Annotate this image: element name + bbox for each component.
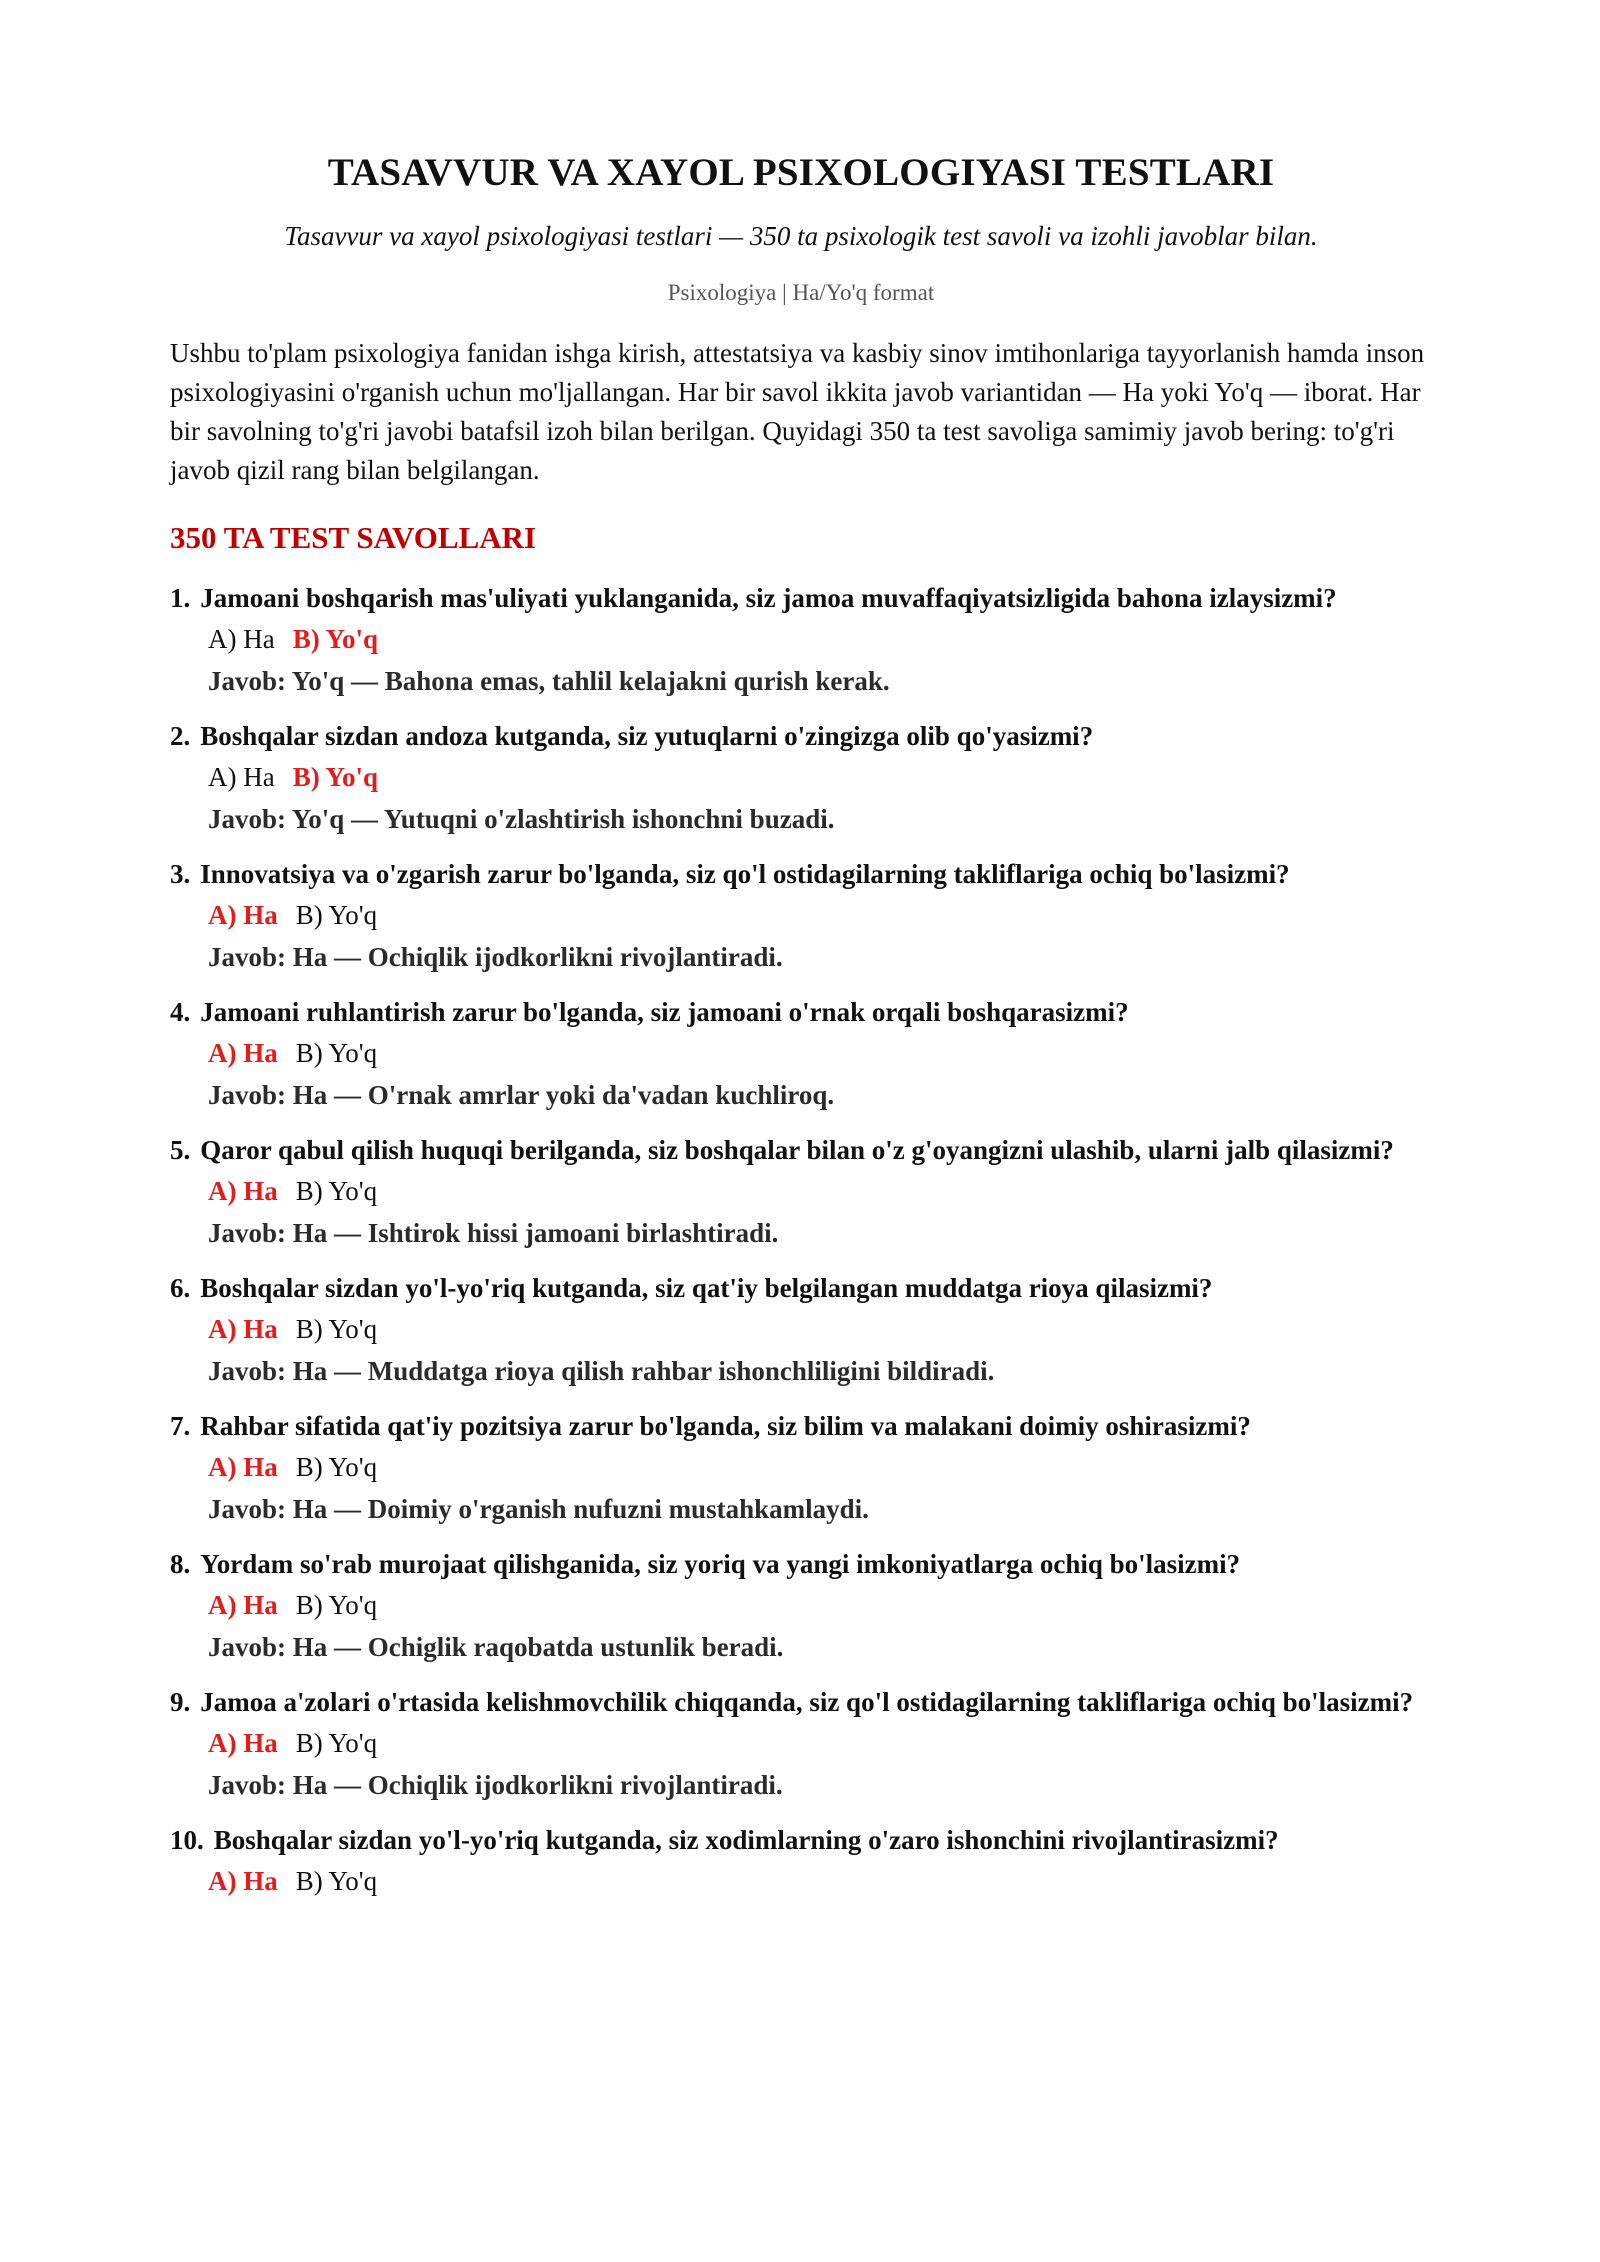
question-label: Boshqalar sizdan yo'l-yo'riq kutganda, siz qat'iy belgilangan muddatga rioya qilasizmi? bbox=[200, 1273, 1213, 1303]
answer-options bbox=[170, 1170, 1432, 1212]
question-item bbox=[170, 992, 1432, 1116]
option-b: B) Yo'q bbox=[292, 624, 379, 654]
answer-explanation: Javob: Ha — Ochiqlik ijodkorlikni rivojlantiradi. bbox=[208, 1770, 783, 1800]
question-label: Boshqalar sizdan yo'l-yo'riq kutganda, siz xodimlarning o'zaro ishonchini rivojlantirasizmi? bbox=[213, 1825, 1279, 1855]
option-b: B) Yo'q bbox=[295, 1590, 378, 1620]
option-b: B) Yo'q bbox=[295, 1176, 378, 1206]
question-label: Jamoani ruhlantirish zarur bo'lganda, siz jamoani o'rnak orqali boshqarasizmi? bbox=[200, 997, 1129, 1027]
intro-paragraph: Ushbu to'plam psixologiya fanidan ishga kirish, attestatsiya va kasbiy sinov imtihonlariga tayyorlanish hamda inson psixologiyasini o'rganish uchun mo'ljallangan. Har bir savol ikkita javob variantidan — Ha yoki Yo'q — iborat. Har bir savolning to'g'ri javobi batafsil izoh bilan berilgan. Quyidagi 350 ta test savoliga samimiy javob bering: to'g'ri javob qizil rang bilan belgilangan. bbox=[170, 338, 1425, 485]
option-a: A) Ha bbox=[208, 1176, 278, 1206]
answer-explanation: Javob: Ha — Ishtirok hissi jamoani birlashtiradi. bbox=[208, 1218, 779, 1248]
question-label: Jamoa a'zolari o'rtasida kelishmovchilik chiqqanda, siz qo'l ostidagilarning takliflariga ochiq bo'lasizmi? bbox=[200, 1687, 1414, 1717]
question-list bbox=[170, 578, 1432, 1902]
question-number: 6. bbox=[170, 1273, 191, 1303]
option-b: B) Yo'q bbox=[295, 900, 378, 930]
question-number: 3. bbox=[170, 859, 191, 889]
question-item bbox=[170, 1820, 1432, 1902]
question-number: 4. bbox=[170, 997, 191, 1027]
question-item bbox=[170, 1682, 1432, 1806]
option-b: B) Yo'q bbox=[295, 1866, 378, 1896]
answer-options bbox=[170, 1584, 1432, 1626]
question-number: 10. bbox=[170, 1825, 204, 1855]
section-heading: 350 TA TEST SAVOLLARI bbox=[170, 520, 537, 555]
answer-options bbox=[170, 1308, 1432, 1350]
question-number: 5. bbox=[170, 1135, 191, 1165]
option-a: A) Ha bbox=[208, 1038, 278, 1068]
answer-options bbox=[170, 756, 1432, 798]
answer-options bbox=[170, 1722, 1432, 1764]
document-subtitle: Tasavvur va xayol psixologiyasi testlari — 350 ta psixologik test savoli va izohli javoblar bilan. bbox=[284, 221, 1318, 251]
option-b: B) Yo'q bbox=[295, 1452, 378, 1482]
question-text bbox=[170, 1820, 1432, 1860]
question-label: Yordam so'rab murojaat qilishganida, siz yoriq va yangi imkoniyatlarga ochiq bo'lasizmi? bbox=[200, 1549, 1241, 1579]
option-a: A) Ha bbox=[208, 1866, 278, 1896]
question-item bbox=[170, 1130, 1432, 1254]
question-label: Qaror qabul qilish huquqi berilganda, siz boshqalar bilan o'z g'oyangizni ulashib, ularni jalb qilasizmi? bbox=[200, 1135, 1394, 1165]
answer-explanation: Javob: Ha — Ochiqlik ijodkorlikni rivojlantiradi. bbox=[208, 942, 783, 972]
question-number: 2. bbox=[170, 721, 191, 751]
question-text bbox=[170, 1682, 1432, 1722]
option-a: A) Ha bbox=[208, 1590, 278, 1620]
answer-options bbox=[170, 618, 1432, 660]
answer-explanation: Javob: Ha — Muddatga rioya qilish rahbar ishonchliligini bildiradi. bbox=[208, 1356, 995, 1386]
question-item bbox=[170, 716, 1432, 840]
document-meta: Psixologiya | Ha/Yo'q format bbox=[667, 280, 935, 305]
question-number: 7. bbox=[170, 1411, 191, 1441]
question-text bbox=[170, 716, 1432, 756]
question-text bbox=[170, 854, 1432, 894]
question-number: 9. bbox=[170, 1687, 191, 1717]
option-a: A) Ha bbox=[208, 900, 278, 930]
question-label: Rahbar sifatida qat'iy pozitsiya zarur bo'lganda, siz bilim va malakani doimiy oshirasizmi? bbox=[200, 1411, 1251, 1441]
question-text bbox=[170, 578, 1432, 618]
option-a: A) Ha bbox=[208, 624, 275, 654]
answer-options bbox=[170, 1446, 1432, 1488]
option-a: A) Ha bbox=[208, 1728, 278, 1758]
question-text bbox=[170, 1544, 1432, 1584]
answer-options bbox=[170, 894, 1432, 936]
answer-explanation: Javob: Yo'q — Yutuqni o'zlashtirish ishonchni buzadi. bbox=[208, 804, 835, 834]
question-label: Innovatsiya va o'zgarish zarur bo'lganda, siz qo'l ostidagilarning takliflariga ochiq bo'lasizmi? bbox=[200, 859, 1290, 889]
answer-options bbox=[170, 1860, 1432, 1902]
answer-explanation: Javob: Ha — Doimiy o'rganish nufuzni mustahkamlaydi. bbox=[208, 1494, 869, 1524]
question-label: Jamoani boshqarish mas'uliyati yuklanganida, siz jamoa muvaffaqiyatsizligida bahona izlaysizmi? bbox=[200, 583, 1337, 613]
question-number: 1. bbox=[170, 583, 191, 613]
option-b: B) Yo'q bbox=[295, 1728, 378, 1758]
question-text bbox=[170, 1130, 1432, 1170]
question-item bbox=[170, 1268, 1432, 1392]
question-label: Boshqalar sizdan andoza kutganda, siz yutuqlarni o'zingizga olib qo'yasizmi? bbox=[200, 721, 1094, 751]
question-text bbox=[170, 1406, 1432, 1446]
answer-explanation: Javob: Yo'q — Bahona emas, tahlil kelajakni qurish kerak. bbox=[208, 666, 890, 696]
option-a: A) Ha bbox=[208, 1452, 278, 1482]
document-title: TASAVVUR VA XAYOL PSIXOLOGIYASI TESTLARI bbox=[327, 151, 1275, 194]
question-item bbox=[170, 1544, 1432, 1668]
answer-options bbox=[170, 1032, 1432, 1074]
option-b: B) Yo'q bbox=[295, 1038, 378, 1068]
option-a: A) Ha bbox=[208, 762, 275, 792]
question-item bbox=[170, 1406, 1432, 1530]
answer-explanation: Javob: Ha — Ochiglik raqobatda ustunlik beradi. bbox=[208, 1632, 784, 1662]
option-a: A) Ha bbox=[208, 1314, 278, 1344]
question-item bbox=[170, 854, 1432, 978]
question-text bbox=[170, 1268, 1432, 1308]
question-text bbox=[170, 992, 1432, 1032]
document-page bbox=[170, 150, 1432, 1916]
question-item bbox=[170, 578, 1432, 702]
answer-explanation: Javob: Ha — O'rnak amrlar yoki da'vadan kuchliroq. bbox=[208, 1080, 835, 1110]
question-number: 8. bbox=[170, 1549, 191, 1579]
option-b: B) Yo'q bbox=[292, 762, 379, 792]
option-b: B) Yo'q bbox=[295, 1314, 378, 1344]
